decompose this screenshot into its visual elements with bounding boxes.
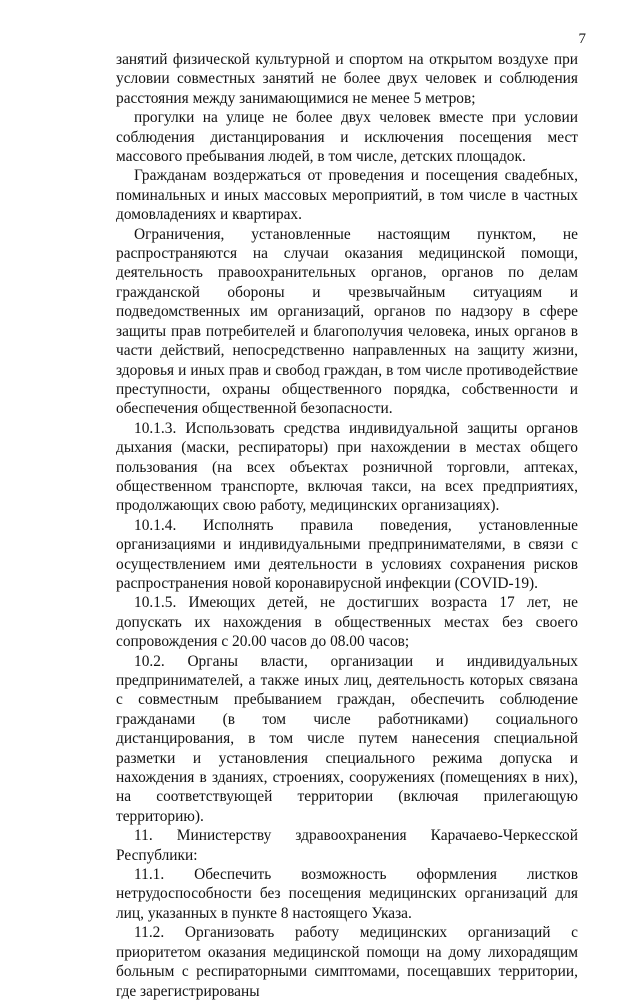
paragraph-11: 11. Министерству здравоохранения Карачаево-Черкесской Республики: [116,827,578,864]
paragraph-11-1: 11.1. Обеспечить возможность оформления листков нетрудоспособности без посещения медицинских организаций для лиц, указанных в пункте 8 настоящего Указа. [116,866,578,922]
document-body [116,50,578,1001]
paragraph-events: Гражданам воздержаться от проведения и посещения свадебных, поминальных и иных массовых мероприятий, в том числе в частных домовладениях и квартирах. [116,167,578,224]
paragraph-10-1-4: 10.1.4. Исполнять правила поведения, установленные организациями и индивидуальными предпринимателями, в связи с осуществлением ими деятельности в условиях сохранения рисков распространения новой коронавирусной инфекции (COVID-19). [116,516,578,592]
paragraph-walks: прогулки на улице не более двух человек вместе при условии соблюдения дистанцирования и исключения посещения мест массового пребывания людей, в том числе, детских площадок. [116,109,578,166]
paragraph-11-2: 11.2. Организовать работу медицинских организаций с приоритетом оказания медицинской помощи на дому лихорадящим больным с респираторными симптомами, посещавших территории, где зарегистрированы [116,924,578,1000]
paragraph-10-2: 10.2. Органы власти, организации и индивидуальных предпринимателей, а также иных лиц, деятельность которых связана с совместным пребыванием граждан, обеспечить соблюдение гражданами (в том числе работниками) социального дистанцирования, в том числе путем нанесения специальной разметки и установления специального режима допуска и нахождения в зданиях, строениях, сооружениях (помещениях в них), на соответствующей территории (включая прилегающую территорию). [116,652,578,825]
page-number: 7 [578,31,586,47]
paragraph-10-1-3: 10.1.3. Использовать средства индивидуальной защиты органов дыхания (маски, респираторы) при нахождении в местах общего пользования (на всех объектах розничной торговли, аптеках, общественном транспорте, включая такси, на всех предприятиях, продолжающих свою работу, медицинских организациях). [116,419,578,515]
paragraph-restrictions: Ограничения, установленные настоящим пунктом, не распространяются на случаи оказания медицинской помощи, деятельность правоохранительных органов, органов по делам гражданской обороны и чрезвычайным ситуациям и подведомственных им организаций, органов по надзору в сфере защиты прав потребителей и благополучия человека, иных органов в части действий, непосредственно направленных на защиту жизни, здоровья и иных прав и свобод граждан, в том числе противодействие преступности, охраны общественного порядка, собственности и обеспечения общественной безопасности. [116,225,578,418]
paragraph-sport: занятий физической культурной и спортом на открытом воздухе при условии совместных занятий не более двух человек и соблюдения расстояния между занимающимися не менее 5 метров; [116,51,578,107]
paragraph-10-1-5: 10.1.5. Имеющих детей, не достигших возраста 17 лет, не допускать их нахождения в общественных местах без своего сопровождения с 20.00 часов до 08.00 часов; [116,594,578,651]
